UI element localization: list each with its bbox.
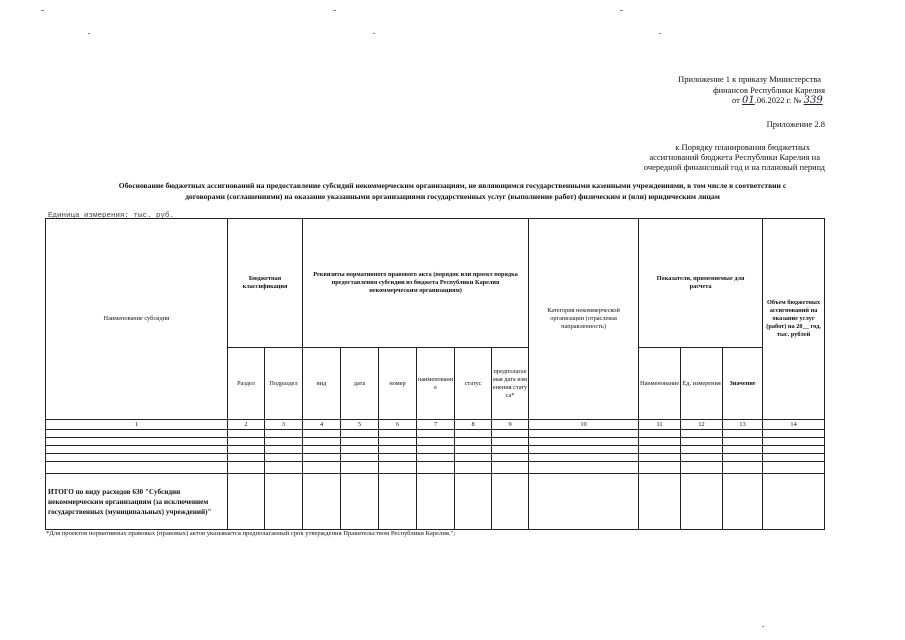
colnum: 12	[681, 420, 723, 430]
table-row	[46, 462, 825, 474]
header-act-details: Реквизиты нормативного правового акта (порядок или проект порядка предоставления субсидии из бюджета Республики Карелия некоммерческим организациям)	[303, 219, 529, 348]
appendix-line2: финансов Республики Карелия	[713, 85, 825, 95]
colnum: 14	[763, 420, 825, 430]
order-number: 339	[803, 95, 823, 106]
table-row	[46, 446, 825, 454]
scan-mark	[620, 10, 623, 11]
header-subsidy-name: Наименование субсидии	[46, 219, 228, 420]
header-naim: наименование	[417, 348, 455, 420]
table-row	[46, 430, 825, 438]
date-rest: .06.2022 г. №	[754, 95, 802, 105]
header-budget-class: Бюджетная классификация	[228, 219, 303, 348]
header-nomer: номер	[379, 348, 417, 420]
total-row	[46, 474, 825, 530]
colnum: 3	[265, 420, 303, 430]
table-row	[46, 454, 825, 462]
header-status: статус	[455, 348, 492, 420]
header-data: дата	[341, 348, 379, 420]
scan-mark	[373, 33, 375, 34]
header-ind-value: Значение	[723, 348, 763, 420]
units-label: Единица измерения: тыс. руб.	[48, 212, 175, 220]
column-numbers-row	[46, 420, 825, 430]
footnote: *Для проектов нормативных правовых (правовых) актов указывается предполагаемый срок утверждения Правительством Республики Карелия.";	[46, 530, 456, 537]
header-indicators: Показатели, применяемые для расчета	[639, 219, 763, 348]
colnum: 2	[228, 420, 265, 430]
colnum: 1	[46, 420, 228, 430]
header-podrazdel: Подраздел	[265, 348, 303, 420]
colnum: 5	[341, 420, 379, 430]
subsidy-table	[45, 218, 825, 530]
title-line1: Обоснование бюджетных ассигнований на предоставление субсидий некоммерческим организациям, не являющимся государственными казенными учреждениями, в том числе в соответствии с	[118, 181, 787, 190]
colnum: 10	[529, 420, 639, 430]
header-predpol: предполагаемая дата изменения статуса*	[492, 348, 529, 420]
header-volume: Объем бюджетных ассигнований на оказание услуг (работ) на 20__ год, тыс. рублей	[763, 219, 825, 420]
appendix2-line2: ассигнований бюджета Республики Карелия на	[649, 152, 820, 162]
appendix-date-line	[732, 95, 823, 106]
colnum: 8	[455, 420, 492, 430]
colnum: 6	[379, 420, 417, 430]
table-row	[46, 438, 825, 446]
date-prefix: от	[732, 95, 740, 105]
header-ind-name: Наименование	[639, 348, 681, 420]
header-category: Категория некоммерческой организации (отраслевая направленность)	[529, 219, 639, 420]
appendix2-line3: очередной финансовый год и на плановый период	[643, 162, 825, 172]
appendix2-line1: к Порядку планирования бюджетных	[675, 142, 810, 152]
colnum: 9	[492, 420, 529, 430]
date-day: 01	[741, 95, 755, 106]
appendix-line1: Приложение 1 к приказу Министерства	[678, 74, 821, 84]
colnum: 13	[723, 420, 763, 430]
colnum: 4	[303, 420, 341, 430]
title-line2: договорами (соглашениями) на оказание указанными организациями государственных услуг (выполнение работ) физическим и (или) юридическим лицам	[185, 192, 720, 201]
scan-mark	[659, 33, 661, 34]
header-ind-unit: Ед. измерения	[681, 348, 723, 420]
appendix2-label: Приложение 2.8	[766, 119, 825, 129]
scan-mark	[88, 33, 90, 34]
colnum: 11	[639, 420, 681, 430]
colnum: 7	[417, 420, 455, 430]
scan-mark	[333, 10, 336, 11]
total-label: ИТОГО по виду расходов 630 "Субсидии некоммерческим организациям (за исключением государственных (муниципальных) учреждений)"	[46, 474, 228, 530]
header-razdel: Раздел	[228, 348, 265, 420]
scan-mark	[41, 10, 44, 11]
header-vid: вид	[303, 348, 341, 420]
scan-mark	[762, 626, 764, 627]
document-title	[40, 180, 865, 202]
